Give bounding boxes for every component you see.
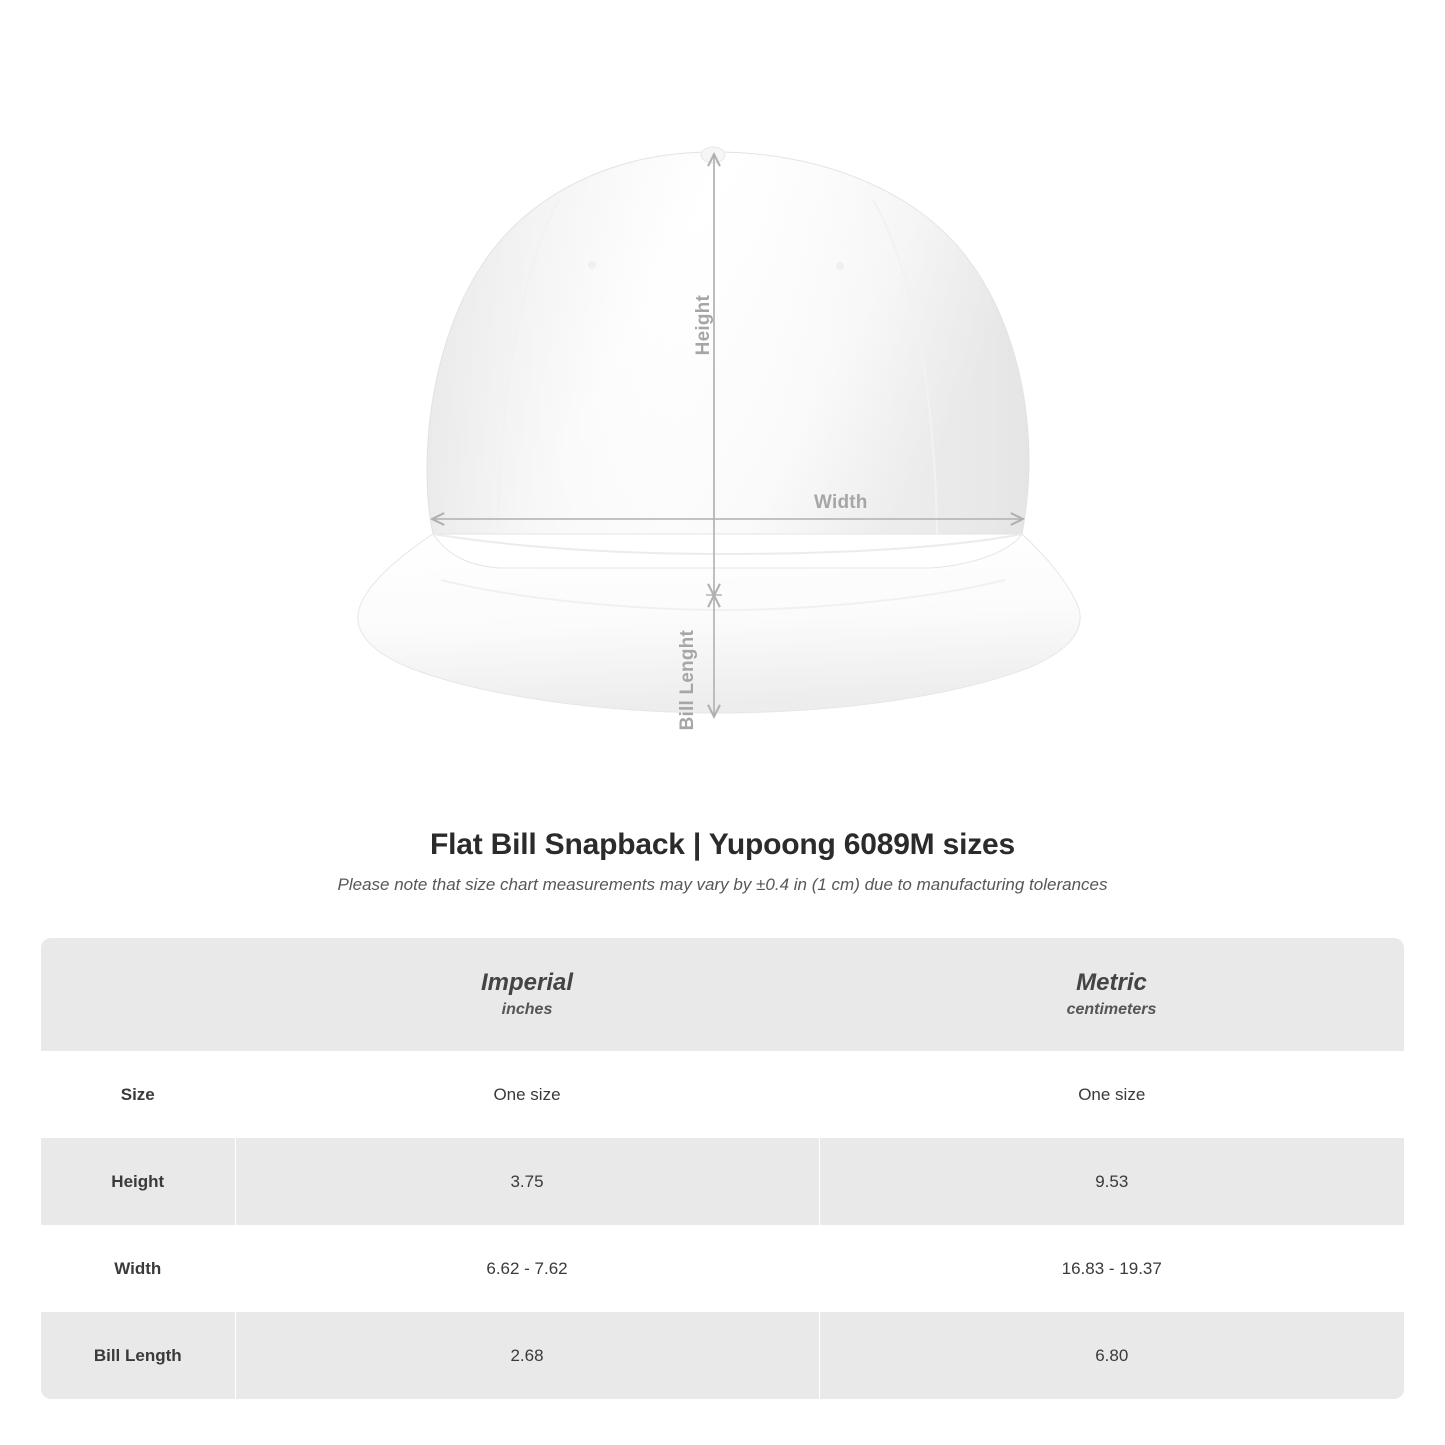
tolerance-note: Please note that size chart measurements may vary by ±0.4 in (1 cm) due to manufacturing tolerances: [337, 875, 1108, 894]
cell-size-metric: One size: [819, 1051, 1404, 1138]
cell-width-imperial: 6.62 - 7.62: [235, 1225, 819, 1312]
row-label-size: Size: [41, 1051, 235, 1138]
table-header: [41, 938, 1404, 1051]
table-row: [41, 1051, 1404, 1138]
metric-system-label: Metric: [1076, 968, 1147, 996]
table-body: [41, 1051, 1404, 1399]
row-label-width: Width: [41, 1225, 235, 1312]
height-label: Height: [693, 295, 714, 356]
cell-bill-length-imperial: 2.68: [235, 1312, 819, 1399]
header-label-cell: [41, 938, 235, 1051]
cell-width-metric: 16.83 - 19.37: [819, 1225, 1404, 1312]
table-row: [41, 1312, 1404, 1399]
header-imperial-cell: [235, 938, 819, 1051]
imperial-unit-label: inches: [501, 1001, 553, 1019]
header-metric-cell: [819, 938, 1404, 1051]
eyelet-right: [836, 262, 844, 270]
imperial-system-label: Imperial: [480, 968, 574, 996]
bill-length-label: [678, 630, 698, 730]
bill-seam: [433, 534, 1022, 554]
table-row: [41, 1138, 1404, 1225]
cell-height-metric: 9.53: [819, 1138, 1404, 1225]
page-title: Flat Bill Snapback | Yupoong 6089M sizes: [429, 828, 1015, 861]
cell-height-imperial: 3.75: [235, 1138, 819, 1225]
size-table-wrapper: [41, 938, 1404, 1399]
metric-unit-label: centimeters: [1066, 1001, 1157, 1019]
title-block: [0, 828, 1445, 895]
cap-bill: [358, 534, 1080, 713]
size-table: [41, 938, 1404, 1399]
bill-length-label-line2: Lenght: [677, 630, 698, 695]
cell-bill-length-metric: 6.80: [819, 1312, 1404, 1399]
eyelet-left: [588, 261, 596, 269]
row-label-height: Height: [41, 1138, 235, 1225]
cell-size-imperial: One size: [235, 1051, 819, 1138]
crown-button: [701, 147, 725, 163]
crown-shading: [427, 152, 1029, 534]
table-header-row: [41, 938, 1404, 1051]
width-label: Width: [814, 492, 868, 513]
table-row: [41, 1225, 1404, 1312]
row-label-bill-length: Bill Length: [41, 1312, 235, 1399]
bill-length-label-line1: Bill: [677, 700, 698, 731]
